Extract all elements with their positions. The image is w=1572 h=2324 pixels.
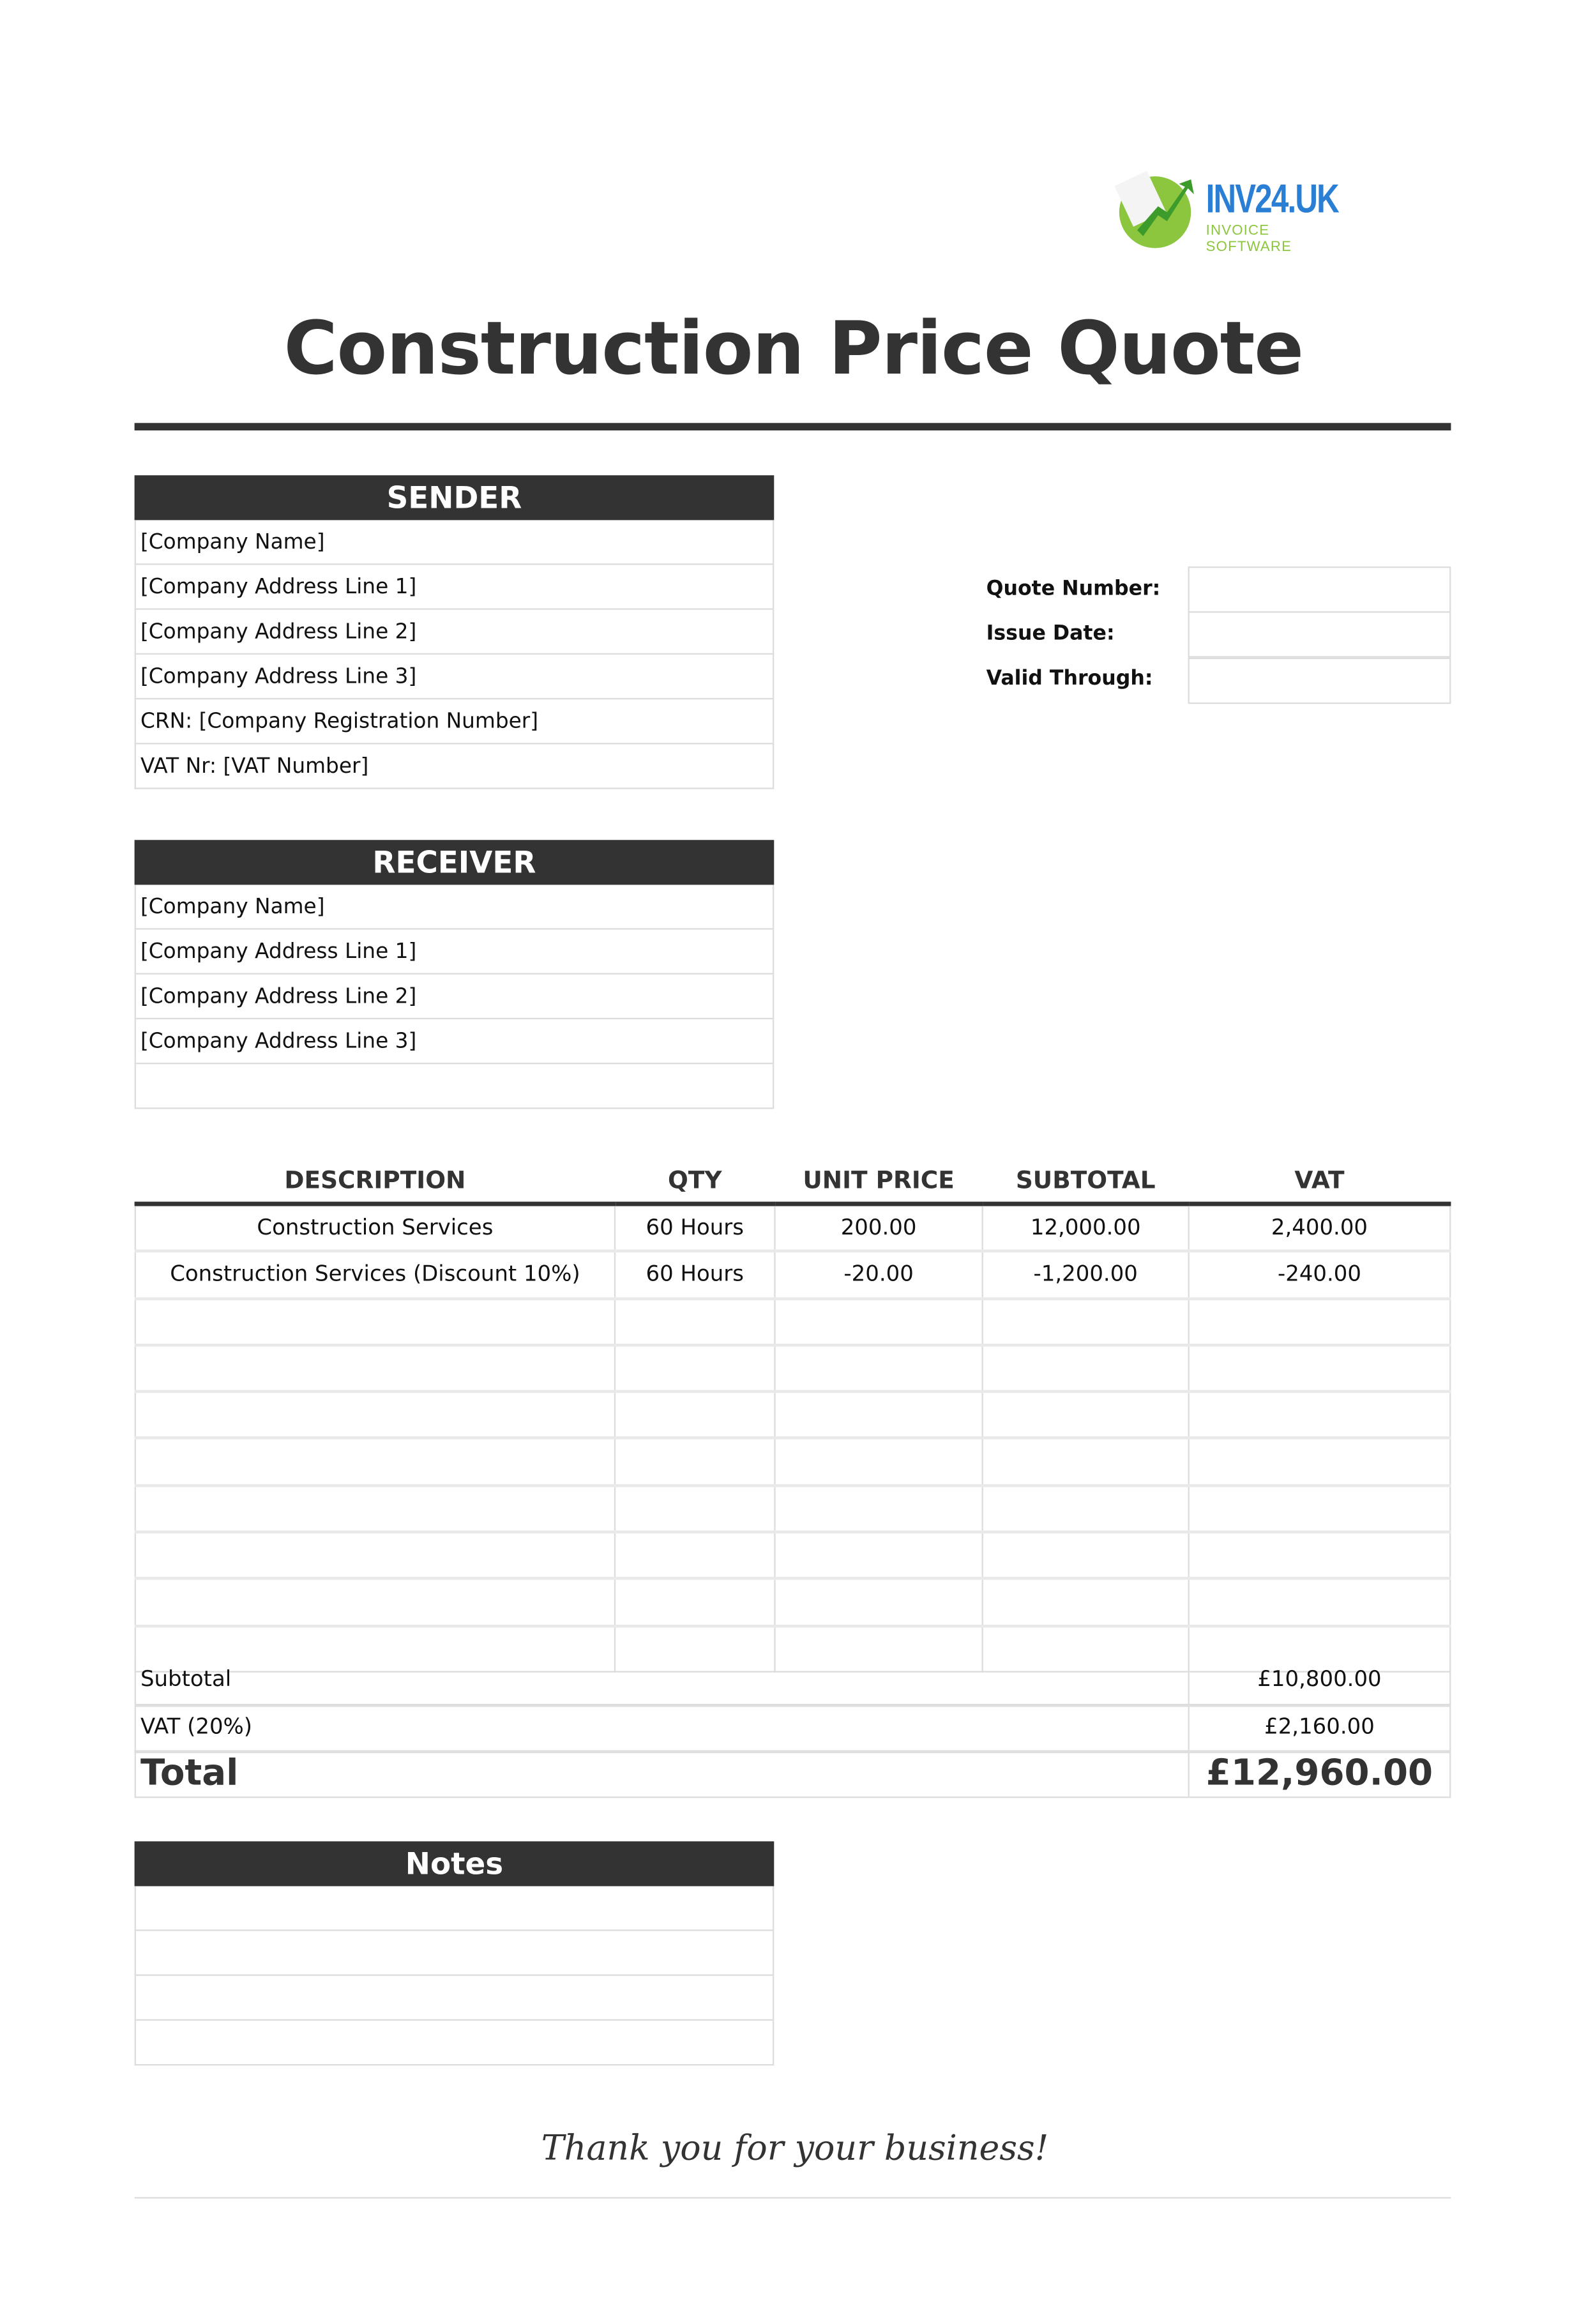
cell-subtotal[interactable]: 12,000.00 [983,1204,1189,1251]
cell-description[interactable]: Construction Services (Discount 10%) [135,1252,615,1298]
cell-vat[interactable]: -240.00 [1189,1252,1451,1298]
total-label: Total [140,1751,239,1794]
table-row [135,1439,1450,1485]
subtotal-row [135,1659,1451,1706]
table-row [135,1579,1450,1625]
receiver-line[interactable] [135,1064,775,1109]
col-unit-price: UNIT PRICE [775,1158,982,1204]
table-row [135,1532,1450,1579]
cell-vat[interactable] [1189,1485,1451,1532]
cell-vat[interactable]: 2,400.00 [1189,1204,1451,1251]
cell-qty[interactable] [615,1532,775,1579]
valid-through-field[interactable] [1188,658,1451,704]
cell-qty[interactable] [615,1485,775,1532]
cell-unit-price[interactable] [775,1485,982,1532]
cell-vat[interactable] [1189,1579,1451,1625]
sender-line[interactable]: [Company Address Line 2] [135,610,775,655]
cell-unit-price[interactable] [775,1392,982,1438]
issue-date-field[interactable] [1188,611,1451,658]
cell-description[interactable] [135,1345,615,1392]
page-title: Construction Price Quote [283,306,1303,392]
cell-description[interactable] [135,1298,615,1345]
notes-line[interactable] [135,1886,775,1931]
receiver-line[interactable]: [Company Address Line 1] [135,930,775,975]
receiver-header: RECEIVER [135,840,775,885]
cell-description[interactable] [135,1579,615,1625]
table-row [135,1252,1450,1298]
cell-unit-price[interactable] [775,1532,982,1579]
inv24-logo: INV24.UK INVOICE SOFTWARE [1114,164,1360,251]
cell-qty[interactable]: 60 Hours [615,1204,775,1251]
table-row [135,1345,1450,1392]
cell-unit-price[interactable]: 200.00 [775,1204,982,1251]
sender-line[interactable]: [Company Address Line 1] [135,565,775,610]
vat-row [135,1705,1451,1753]
thank-you-message: Thank you for your business! [541,2129,1049,2169]
quote-number-label: Quote Number: [986,577,1161,601]
col-description: DESCRIPTION [135,1158,615,1204]
cell-description[interactable] [135,1392,615,1438]
subtotal-label: Subtotal [140,1667,232,1692]
cell-subtotal[interactable] [983,1579,1189,1625]
notes-line[interactable] [135,1976,775,2021]
sender-section [135,475,775,789]
cell-qty[interactable]: 60 Hours [615,1252,775,1298]
col-qty: QTY [615,1158,775,1204]
table-row [135,1392,1450,1438]
sender-line[interactable]: [Company Name] [135,520,775,565]
sender-line[interactable]: [Company Address Line 3] [135,655,775,699]
cell-unit-price[interactable] [775,1439,982,1485]
cell-unit-price[interactable] [775,1298,982,1345]
issue-date-label: Issue Date: [986,621,1115,646]
cell-unit-price[interactable] [775,1579,982,1625]
cell-vat[interactable] [1189,1439,1451,1485]
cell-vat[interactable] [1189,1345,1451,1392]
vat-label: VAT (20%) [140,1715,253,1740]
cell-description[interactable] [135,1532,615,1579]
line-items-table [135,1158,1451,1673]
sender-line[interactable]: VAT Nr: [VAT Number] [135,744,775,789]
cell-vat[interactable] [1189,1298,1451,1345]
cell-qty[interactable] [615,1345,775,1392]
table-row [135,1485,1450,1532]
cell-description[interactable] [135,1439,615,1485]
receiver-section [135,840,775,1109]
notes-section [135,1841,775,2065]
cell-qty[interactable] [615,1579,775,1625]
cell-subtotal[interactable] [983,1485,1189,1532]
cell-qty[interactable] [615,1439,775,1485]
cell-description[interactable]: Construction Services [135,1204,615,1251]
cell-description[interactable] [135,1485,615,1532]
sender-header: SENDER [135,475,775,520]
notes-header: Notes [135,1841,775,1886]
cell-vat[interactable] [1189,1392,1451,1438]
title-divider [135,423,1451,430]
sender-line[interactable]: CRN: [Company Registration Number] [135,699,775,744]
cell-unit-price[interactable]: -20.00 [775,1252,982,1298]
cell-subtotal[interactable] [983,1298,1189,1345]
receiver-line[interactable]: [Company Address Line 3] [135,1019,775,1064]
cell-qty[interactable] [615,1298,775,1345]
total-value: £12,960.00 [1205,1751,1433,1794]
cell-subtotal[interactable] [983,1439,1189,1485]
footer-divider [135,2197,1451,2198]
cell-subtotal[interactable] [983,1532,1189,1579]
cell-subtotal[interactable] [983,1392,1189,1438]
total-row [135,1750,1451,1798]
table-row [135,1204,1450,1251]
valid-through-label: Valid Through: [986,666,1153,691]
receiver-line[interactable]: [Company Name] [135,885,775,929]
vat-value: £2,160.00 [1264,1715,1375,1740]
table-row [135,1298,1450,1345]
notes-line[interactable] [135,1931,775,1976]
col-vat: VAT [1189,1158,1451,1204]
logo-chart-icon [1114,164,1203,251]
cell-qty[interactable] [615,1392,775,1438]
cell-subtotal[interactable] [983,1345,1189,1392]
cell-subtotal[interactable]: -1,200.00 [983,1252,1189,1298]
notes-line[interactable] [135,2021,775,2065]
receiver-line[interactable]: [Company Address Line 2] [135,975,775,1019]
quote-number-field[interactable] [1188,566,1451,613]
cell-vat[interactable] [1189,1532,1451,1579]
cell-unit-price[interactable] [775,1345,982,1392]
subtotal-value: £10,800.00 [1257,1667,1382,1692]
col-subtotal: SUBTOTAL [983,1158,1189,1204]
